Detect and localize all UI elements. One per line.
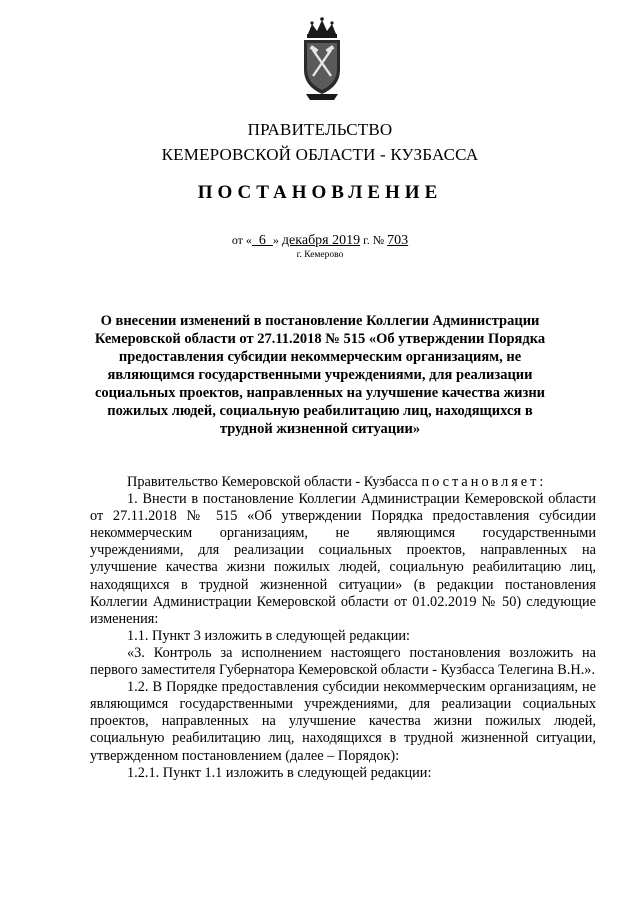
number-label: № bbox=[372, 233, 385, 247]
date-prefix: от « bbox=[231, 233, 252, 247]
document-type-heading: ПОСТАНОВЛЕНИЕ bbox=[197, 182, 443, 203]
paragraph: 1.2.1. Пункт 1.1 изложить в следующей редакции: bbox=[127, 764, 432, 781]
document-number: 703 bbox=[387, 233, 409, 248]
city: г. Кемерово bbox=[296, 250, 344, 260]
paragraph: 1.2. В Порядке предоставления субсидии некоммерческим организациям, не являющимся государственными учреждениями, для реализации социальных проектов, направленных на улучшение качества жизни пожилых людей, социальную реабилитацию лиц, находящихся в трудной жизненной ситуации, утвержденном постановлением (далее – Порядок): bbox=[90, 679, 596, 764]
paragraph: 1.1. Пункт 3 изложить в следующей редакции: bbox=[127, 627, 410, 644]
document-body bbox=[90, 474, 596, 782]
government-line-2: КЕМЕРОВСКОЙ ОБЛАСТИ - КУЗБАССА bbox=[161, 145, 479, 164]
date-line: от « 6 » декабря 2019 г. № 703 bbox=[231, 233, 409, 248]
document-title: О внесении изменений в постановление Коллегии Администрации Кемеровской области от 27.11.2018 № 515 «Об утверждении Порядка предоставления субсидии некоммерческим организациям, не являющимся государственными учреждениями, для реализации социальных проектов, направленных на улучшение качества жизни пожилых людей, социальную реабилитацию лиц, находящихся в трудной жизненной ситуации» bbox=[94, 313, 546, 437]
intro-paragraph: Правительство Кемеровской области - Кузбасса постановляет: bbox=[127, 474, 547, 490]
paragraph: «3. Контроль за исполнением настоящего постановления возложить на первого заместителя Губернатора Кемеровской области - Кузбасса Телегина В.Н.». bbox=[90, 644, 596, 679]
government-line-1: ПРАВИТЕЛЬСТВО bbox=[247, 120, 393, 139]
paragraph: 1. Внести в постановление Коллегии Администрации Кемеровской области от 27.11.2018 № 515 «Об утверждении Порядка предоставления субсидии некоммерческим организациям, не являющимся государственными учреждениями, для реализации социальных проектов, направленных на улучшение качества жизни пожилых людей, социальную реабилитацию лиц, находящихся в трудной жизненной ситуации» (в редакции постановления Коллегии Администрации Кемеровской области от 01.02.2019 № 50) следующие изменения: bbox=[90, 491, 596, 627]
kuzbass-coat-of-arms-icon bbox=[298, 16, 346, 102]
intro-decree-word: постановляет: bbox=[421, 474, 547, 490]
date-year-suffix: г. bbox=[363, 233, 370, 247]
date-day: 6 bbox=[251, 233, 273, 248]
date-month-year: декабря 2019 bbox=[281, 233, 361, 248]
